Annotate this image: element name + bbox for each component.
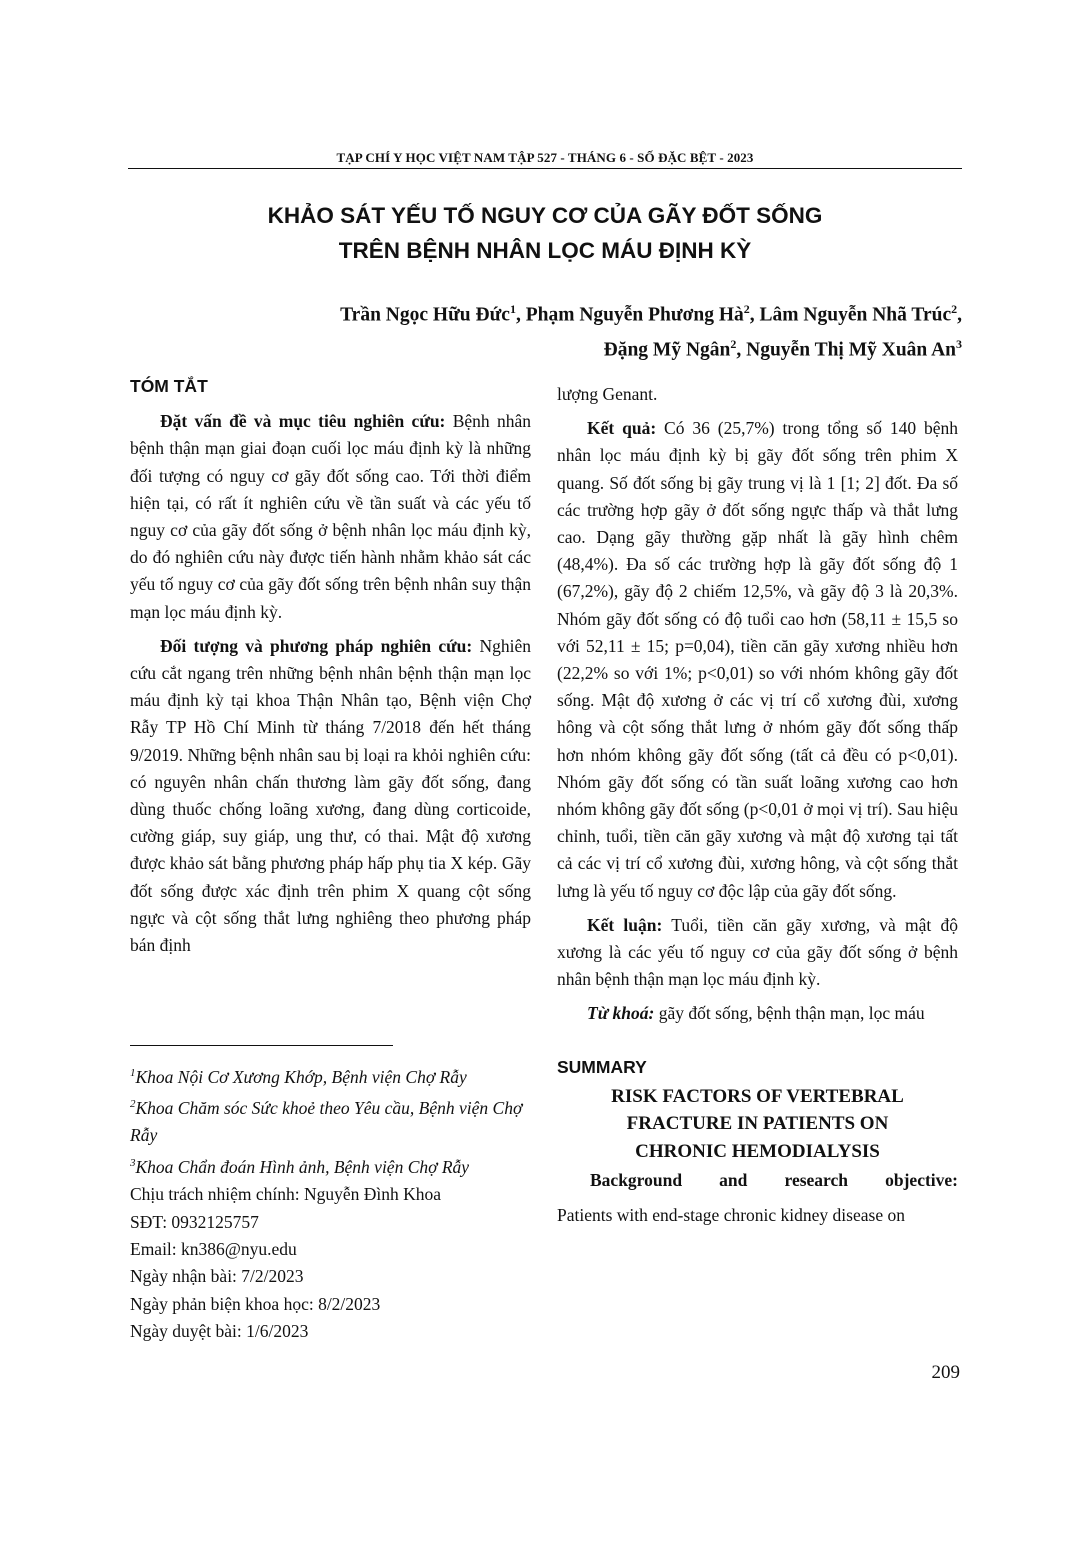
journal-header: TẠP CHÍ Y HỌC VIỆT NAM TẬP 527 - THÁNG 6 - SỐ ĐẶC BỆT - 2023 xyxy=(336,150,754,165)
conclusion-paragraph xyxy=(557,912,958,994)
footnote-text: Khoa Chăm sóc Sức khoẻ theo Yêu cầu, Bệnh viện Chợ Rẫy xyxy=(130,1098,523,1146)
results-label: Kết quả: xyxy=(587,418,657,439)
article-title xyxy=(128,198,962,268)
footnote-text: Khoa Chẩn đoán Hình ảnh, Bệnh viện Chợ Rẫy xyxy=(135,1156,470,1177)
summary-title-line-2: FRACTURE IN PATIENTS ON xyxy=(626,1113,889,1135)
reviewed-date: Ngày phản biện khoa học: 8/2/2023 xyxy=(130,1293,381,1314)
footnote-mark: 3 xyxy=(130,1156,136,1169)
footnote-mark: 2 xyxy=(130,1098,136,1111)
author-name: Trần Ngọc Hữu Đức xyxy=(340,304,510,326)
affiliation-mark: 2 xyxy=(743,302,750,316)
conclusion-text: Tuổi, tiền căn gãy xương, và mật độ xương là các yếu tố nguy cơ của gãy đốt sống ở bệnh nhân bệnh thận mạn lọc máu định kỳ. xyxy=(557,914,958,990)
footnotes xyxy=(130,1060,531,1346)
title-line-1: KHẢO SÁT YẾU TỐ NGUY CƠ CỦA GÃY ĐỐT SỐNG xyxy=(267,203,823,228)
author-separator: , xyxy=(957,304,962,326)
header-rule xyxy=(128,168,962,169)
author-line-1 xyxy=(128,295,962,330)
title-line-2: TRÊN BỆNH NHÂN LỌC MÁU ĐỊNH KỲ xyxy=(338,238,752,263)
background-label: Đặt vấn đề và mục tiêu nghiên cứu: xyxy=(160,411,446,432)
results-paragraph xyxy=(557,415,958,905)
footnote-mark: 1 xyxy=(130,1067,136,1079)
page-number: 209 xyxy=(931,1362,960,1383)
right-column xyxy=(557,381,958,1229)
left-column xyxy=(130,373,531,966)
background-paragraph xyxy=(130,408,531,626)
affiliation-mark: 2 xyxy=(951,302,958,316)
summary-title-line-3: CHRONIC HEMODIALYSIS xyxy=(635,1140,880,1162)
keywords-text: gãy đốt sống, bệnh thận mạn, lọc máu xyxy=(654,1003,925,1024)
affiliation-mark: 1 xyxy=(509,302,516,316)
affiliation-mark: 2 xyxy=(730,336,737,351)
affiliation-mark: 3 xyxy=(956,336,962,351)
author-list xyxy=(128,295,962,364)
footnote-1 xyxy=(130,1060,531,1091)
approved-date: Ngày duyệt bài: 1/6/2023 xyxy=(130,1321,309,1342)
methods-label: Đối tượng và phương pháp nghiên cứu: xyxy=(160,635,473,656)
summary-background-label: Background and research objective: xyxy=(590,1170,958,1191)
keywords-label: Từ khoá: xyxy=(587,1003,655,1024)
author-name: , Lâm Nguyễn Nhã Trúc xyxy=(749,304,952,326)
email-address: Email: kn386@nyu.edu xyxy=(130,1238,297,1259)
keywords-paragraph xyxy=(557,1000,958,1027)
results-text: Có 36 (25,7%) trong tổng số 140 bệnh nhân lọc máu định kỳ bị gãy đốt sống trên phim X quang. Số đốt sống bị gãy trung vị là 1 [1; 2] đốt. Đa số các trường hợp gãy ở đốt sống ngực thấp và thắt lưng cao. Dạng gãy thường gặp nhất là gãy hình chêm (48,4%). Đa số các trường hợp là gãy đốt sống độ 1 (67,2%), gãy độ 2 chiếm 12,5%, và gãy độ 3 là 20,3%. Nhóm gãy đốt sống có độ tuổi cao hơn (58,11 ± 15,5 so với 52,11 ± 15; p=0,04), tiền căn gãy xương nhiều hơn (22,2% so với 1%; p<0,01) so với nhóm không gãy đốt sống. Mật độ xương ở các vị trí cổ xương đùi, xương hông và cột sống thắt lưng ở nhóm gãy đốt sống thấp hơn nhóm không gãy đốt sống (tất cả đều có p<0,01). Nhóm gãy đốt sống có tần suất loãng xương cao hơn nhóm không gãy đốt sống (p<0,01 ở mọi vị trí). Sau hiệu chỉnh, tuổi, tiền căn gãy xương và mật độ xương tại tất cả các vị trí cổ xương đùi, xương hông, và cột sống thắt lưng là yếu tố nguy cơ độc lập của gãy đốt sống. xyxy=(557,418,958,901)
author-line-2 xyxy=(128,330,962,365)
corresponding-author: Chịu trách nhiệm chính: Nguyễn Đình Khoa xyxy=(130,1184,442,1205)
footnote-3 xyxy=(130,1150,531,1181)
abstract-heading: TÓM TẮT xyxy=(130,376,208,396)
summary-title xyxy=(557,1083,958,1166)
background-text: Bệnh nhân bệnh thận mạn giai đoạn cuối lọc máu định kỳ là những đối tượng có nguy cơ gãy đốt sống cao. Tới thời điểm hiện tại, có rất ít nghiên cứu về tần suất và các yếu tố nguy cơ của gãy đốt sống ở bệnh nhân lọc máu định kỳ, do đó nghiên cứu này được tiến hành nhằm khảo sát các yếu tố nguy cơ của gãy đốt sống trên bệnh nhân suy thận mạn lọc máu định kỳ. xyxy=(130,411,531,622)
methods-paragraph xyxy=(130,633,531,959)
summary-title-line-1: RISK FACTORS OF VERTEBRAL xyxy=(611,1085,904,1107)
author-name: , Phạm Nguyễn Phương Hà xyxy=(515,304,744,326)
phone-number: SĐT: 0932125757 xyxy=(130,1211,259,1232)
summary-background-text: Patients with end-stage chronic kidney disease on xyxy=(557,1204,905,1225)
summary-heading: SUMMARY xyxy=(557,1056,647,1077)
footnote-2 xyxy=(130,1091,531,1150)
footnote-text: Khoa Nội Cơ Xương Khớp, Bệnh viện Chợ Rẫy xyxy=(135,1066,467,1087)
received-date: Ngày nhận bài: 7/2/2023 xyxy=(130,1266,304,1287)
author-name: , Nguyễn Thị Mỹ Xuân An xyxy=(736,339,956,360)
author-name: Đặng Mỹ Ngân xyxy=(603,339,731,360)
methods-text: Nghiên cứu cắt ngang trên những bệnh nhân bệnh thận mạn lọc máu định kỳ tại khoa Thận Nhân tạo, Bệnh viện Chợ Rẫy TP Hồ Chí Minh từ tháng 7/2018 đến hết tháng 9/2019. Những bệnh nhân sau bị loại ra khỏi nghiên cứu: có nguyên nhân chấn thương làm gãy đốt sống, đang dùng thuốc chống loãng xương, đang dùng corticoide, cường giáp, suy giáp, ung thư, có thai. Mật độ xương được khảo sát bằng phương pháp hấp phụ tia X kép. Gãy đốt sống được xác định trên phim X quang cột sống ngực và cột sống thắt lưng nghiêng theo phương pháp bán định xyxy=(130,635,531,956)
conclusion-label: Kết luận: xyxy=(587,914,663,935)
footnote-rule xyxy=(130,1045,393,1046)
methods-continuation: lượng Genant. xyxy=(557,384,658,404)
